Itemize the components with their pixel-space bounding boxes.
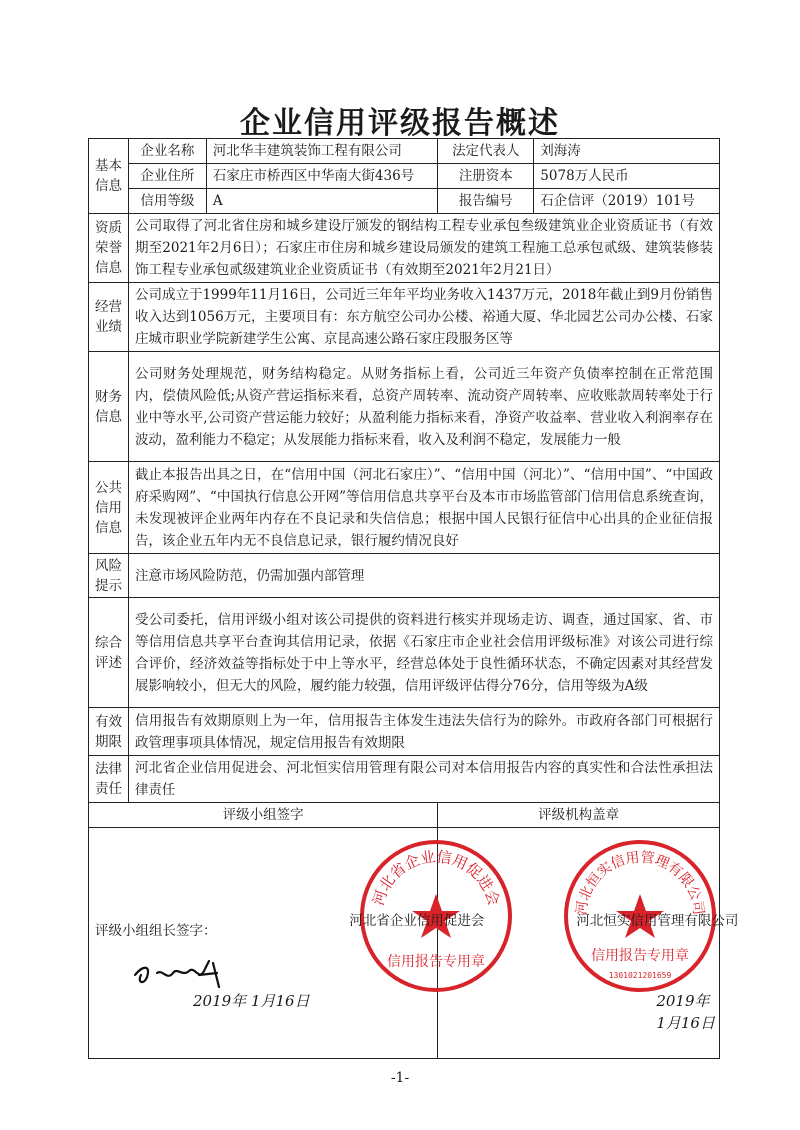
stamp1-bottom-text: 信用报告专用章: [387, 954, 486, 970]
value-company-name: 河北华丰建筑装饰工程有限公司: [206, 139, 437, 164]
signature-right-box: [349, 828, 739, 1059]
section-header-public-credit: 公共信用信息: [89, 462, 129, 554]
row-finance: [89, 352, 720, 462]
validity-text: 信用报告有效期原则上为一年，信用报告主体发生违法失信行为的除外。市政府各部门可根据行政管理事项具体情况，规定信用报告有效期限: [128, 708, 719, 756]
value-address: 石家庄市桥西区中华南大街436号: [206, 164, 437, 189]
label-legal-rep: 法定代表人: [438, 139, 534, 164]
signature-header-row: [89, 803, 720, 828]
row-risk: [89, 554, 720, 598]
row-validity: [89, 708, 720, 756]
org1-name: 河北省企业信用促进会: [349, 913, 485, 929]
org2-name: 河北恒实信用管理有限公司: [576, 913, 739, 929]
label-company-name: 企业名称: [128, 139, 206, 164]
row-qualification: [89, 214, 720, 283]
qualification-text: 公司取得了河北省住房和城乡建设厅颁发的钢结构工程专业承包叁级建筑业企业资质证书（有效期至2021年2月6日）；石家庄市住房和城乡建设局颁发的建筑工程施工总承包贰级、建筑装修装饰工程专业承包贰级建筑业企业资质证书（有效期至2021年2月21日）: [128, 214, 719, 283]
summary-text: 受公司委托，信用评级小组对该公司提供的资料进行核实并现场走访、调查，通过国家、省、市等信用信息共享平台查询其信用记录，依据《石家庄市企业社会信用评级标准》对该公司进行综合评价，经济效益等指标处于中上等水平，经营总体处于良性循环状态，不确定因素对其经营发展影响较小，但无大的风险，履约能力较强，信用评级评估得分76分，信用等级为A级: [128, 598, 719, 708]
signature-row: [89, 828, 720, 1059]
basic-row-1: [89, 139, 720, 164]
performance-text: 公司成立于1999年11月16日，公司近三年年平均业务收入1437万元，2018年截止到9月份销售收入达到1056万元，主要项目有：东方航空公司办公楼、裕通大厦、华北园艺公司办公楼、石家庄城市职业学院新建学生公寓、京昆高速公路石家庄段服务区等: [128, 283, 719, 352]
basic-row-2: [89, 164, 720, 189]
label-report-no: 报告编号: [438, 189, 534, 214]
value-credit-level: A: [206, 189, 437, 214]
public-credit-text: 截止本报告出具之日，在“信用中国（河北石家庄）”、“信用中国（河北）”、“信用中国”、“中国政府采购网”、“中国执行信息公开网”等信用信息共享平台及本市市场监管部门信用信息系统查询，未发现被评企业两年内存在不良记录和失信信息；根据中国人民银行征信中心出具的企业征信报告，该企业五年内无不良信息记录，银行履约情况良好: [128, 462, 719, 554]
stamp2-bottom-text: 信用报告专用章: [591, 948, 690, 964]
section-header-performance: 经营业绩: [89, 283, 129, 352]
stamp1-ring-text: 河北省企业信用促进会: [369, 847, 504, 908]
page-number: -1-: [390, 1070, 410, 1086]
stamp2-code: 1301021201659: [609, 971, 672, 980]
label-credit-level: 信用等级: [128, 189, 206, 214]
left-sign-date: 2019年 1月16日: [193, 992, 310, 1010]
section-header-basic: 基本信息: [89, 139, 129, 214]
legal-text: 河北省企业信用促进会、河北恒实信用管理有限公司对本信用报告内容的真实性和合法性承担法律责任: [128, 756, 719, 803]
label-capital: 注册资本: [438, 164, 534, 189]
row-performance: [89, 283, 720, 352]
basic-row-3: [89, 189, 720, 214]
signature-left-header: 评级小组签字: [89, 803, 438, 828]
row-summary: [89, 598, 720, 708]
value-report-no: 石企信评（2019）101号: [534, 189, 720, 214]
section-header-summary: 综合评述: [89, 598, 129, 708]
handwritten-signature: [129, 953, 239, 993]
section-header-finance: 财务信息: [89, 352, 129, 462]
section-header-risk: 风险提示: [89, 554, 129, 598]
signature-right-header: 评级机构盖章: [438, 803, 720, 828]
row-legal: [89, 756, 720, 803]
section-header-qualification: 资质荣誉信息: [89, 214, 129, 283]
label-address: 企业住所: [128, 164, 206, 189]
value-capital: 5078万人民币: [534, 164, 720, 189]
stamp2-ring-text: 河北恒实信用管理有限公司: [574, 849, 707, 916]
finance-text: 公司财务处理规范，财务结构稳定。从财务指标上看，公司近三年资产负债率控制在正常范围内，偿债风险低;从资产营运指标来看，总资产周转率、流动资产周转率、应收账款周转率处于行业中等水平,公司资产营运能力较好；从盈利能力指标来看，净资产收益率、营业收入利润率存在波动，盈利能力不稳定；从发展能力指标来看，收入及利润不稳定，发展能力一般: [128, 352, 719, 462]
risk-text: 注意市场风险防范，仍需加强内部管理: [128, 554, 719, 598]
row-public-credit: [89, 462, 720, 554]
report-table: [88, 138, 739, 1059]
right-sign-date: 2019年 1月16日: [656, 992, 715, 1032]
page-title: 企业信用评级报告概述: [240, 106, 560, 141]
section-header-validity: 有效期限: [89, 708, 129, 756]
leader-signature-label: 评级小组组长签字：: [95, 923, 217, 939]
value-legal-rep: 刘海涛: [534, 139, 720, 164]
section-header-legal: 法律责任: [89, 756, 129, 803]
